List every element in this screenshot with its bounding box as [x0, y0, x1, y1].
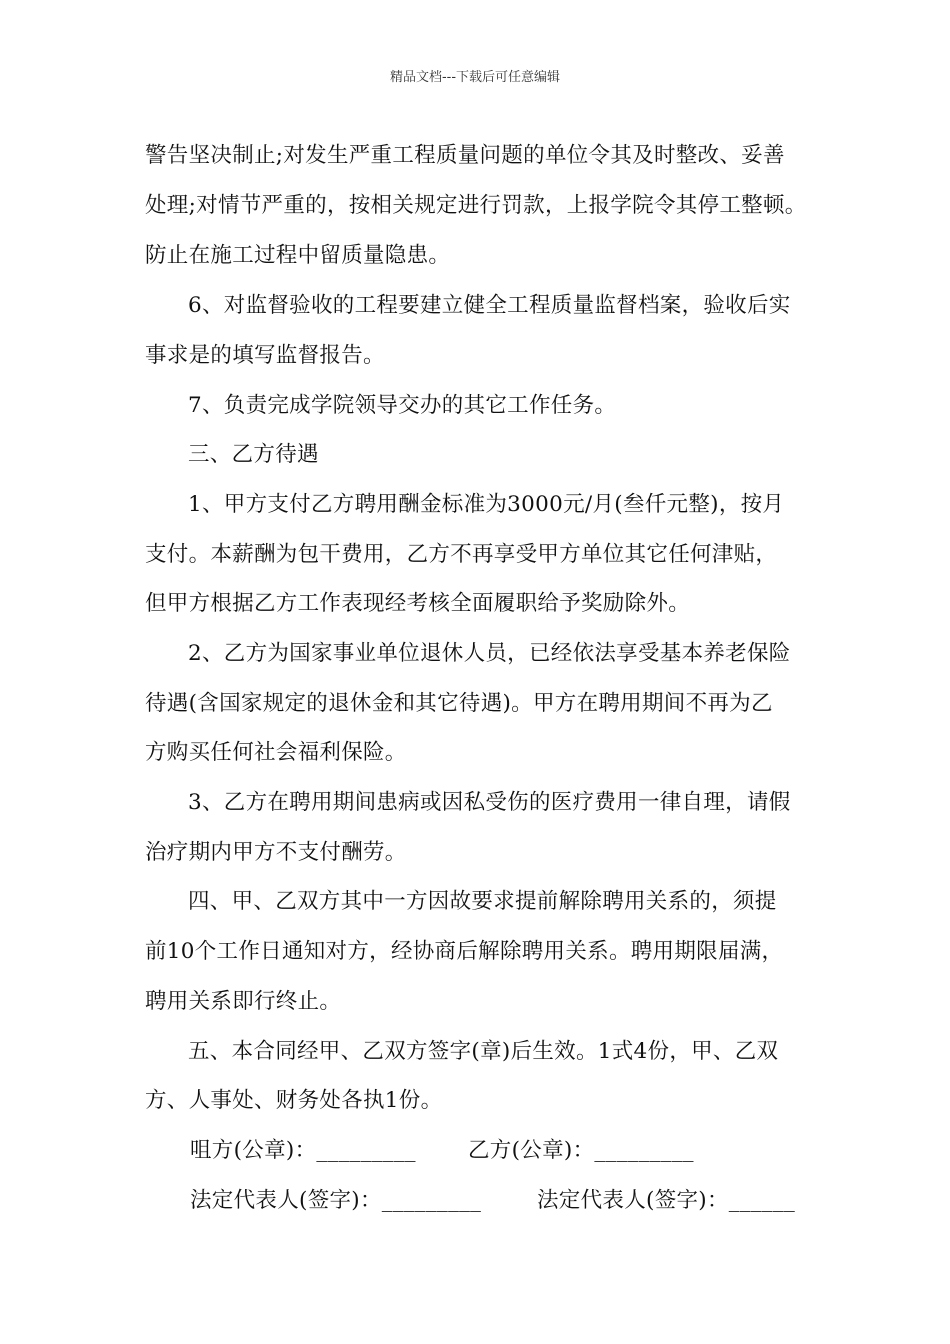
- paragraph-line: 但甲方根据乙方工作表现经考核全面履职给予奖励除外。: [145, 591, 691, 616]
- paragraph-line: 方购买任何社会福利保险。: [145, 740, 407, 765]
- page-header: 精品文档---下载后可任意编辑: [389, 70, 561, 85]
- paragraph-line: 2、乙方为国家事业单位退休人员，已经依法享受基本养老保险: [188, 641, 791, 666]
- party-a-rep-signature-field: 法定代表人(签字)：_________: [190, 1188, 482, 1213]
- party-a-seal-field: 咀方(公章)：_________: [190, 1138, 416, 1163]
- paragraph-line: 前10个工作日通知对方，经协商后解除聘用关系。聘用期限届满，: [145, 939, 784, 964]
- paragraph-line: 事求是的填写监督报告。: [145, 343, 385, 368]
- paragraph-line: 6、对监督验收的工程要建立健全工程质量监督档案，验收后实: [188, 293, 791, 318]
- paragraph-line: 待遇(含国家规定的退休金和其它待遇)。甲方在聘用期间不再为乙: [145, 691, 773, 716]
- paragraph-line: 1、甲方支付乙方聘用酬金标准为3000元/月(叁仟元整)，按月: [188, 492, 785, 517]
- paragraph-line: 防止在施工过程中留质量隐患。: [145, 243, 451, 268]
- paragraph-line: 3、乙方在聘用期间患病或因私受伤的医疗费用一律自理，请假: [188, 790, 791, 815]
- section-heading: 三、乙方待遇: [188, 442, 319, 467]
- party-b-rep-signature-field: 法定代表人(签字)：______: [537, 1188, 796, 1213]
- paragraph-line: 警告坚决制止;对发生严重工程质量问题的单位令其及时整改、妥善: [145, 143, 785, 168]
- paragraph-line: 四、甲、乙双方其中一方因故要求提前解除聘用关系的，须提: [188, 889, 777, 914]
- paragraph-line: 方、人事处、财务处各执1份。: [145, 1088, 443, 1113]
- paragraph-line: 支付。本薪酬为包干费用，乙方不再享受甲方单位其它任何津贴，: [145, 542, 778, 567]
- paragraph-line: 7、负责完成学院领导交办的其它工作任务。: [188, 393, 617, 418]
- party-b-seal-field: 乙方(公章)：_________: [468, 1138, 694, 1163]
- paragraph-line: 聘用关系即行终止。: [145, 989, 342, 1014]
- paragraph-line: 处理;对情节严重的，按相关规定进行罚款，上报学院令其停工整顿。: [145, 193, 807, 218]
- paragraph-line: 五、本合同经甲、乙双方签字(章)后生效。1式4份，甲、乙双: [188, 1039, 779, 1064]
- paragraph-line: 治疗期内甲方不支付酬劳。: [145, 840, 407, 865]
